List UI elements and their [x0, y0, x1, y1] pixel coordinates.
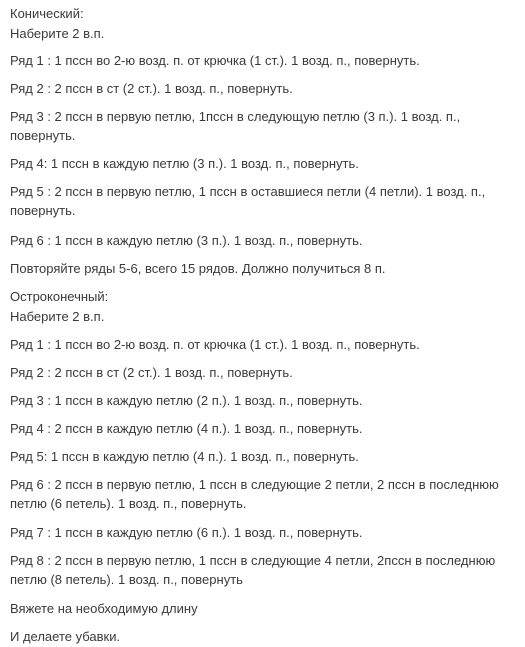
conical-intro: Наберите 2 в.п. [10, 26, 105, 41]
conical-row-5: Ряд 5 : 2 пссн в первую петлю, 1 пссн в оставшиеся петли (4 петли). 1 возд. п., повернуть. [10, 184, 486, 218]
pointed-row-2: Ряд 2 : 2 пссн в ст (2 ст.). 1 возд. п., повернуть. [10, 365, 293, 380]
pointed-row-5: Ряд 5: 1 пссн в каждую петлю (4 п.). 1 возд. п., повернуть. [10, 449, 359, 464]
pointed-title: Остроконечный: [10, 289, 109, 304]
pointed-row-1: Ряд 1 : 1 пссн во 2-ю возд. п. от крючка (1 ст.). 1 возд. п., повернуть. [10, 337, 420, 352]
pointed-row-3: Ряд 3 : 1 пссн в каждую петлю (2 п.). 1 возд. п., повернуть. [10, 393, 363, 408]
pointed-row-8: Ряд 8 : 2 пссн в первую петлю, 1 пссн в следующие 4 петли, 2пссн в последнюю петлю (8 петель). 1 возд. п., повернуть [10, 553, 496, 587]
conical-row-4: Ряд 4: 1 пссн в каждую петлю (3 п.). 1 возд. п., повернуть. [10, 156, 359, 171]
closing-line-1: Вяжете на необходимую длину [10, 601, 198, 616]
pointed-row-6: Ряд 6 : 2 пссн в первую петлю, 1 пссн в следующие 2 петли, 2 пссн в последнюю петлю (6 петель). 1 возд. п., повернуть. [10, 477, 499, 511]
conical-row-1: Ряд 1 : 1 пссн во 2-ю возд. п. от крючка (1 ст.). 1 возд. п., повернуть. [10, 53, 420, 68]
conical-row-2: Ряд 2 : 2 пссн в ст (2 ст.). 1 возд. п., повернуть. [10, 81, 293, 96]
pointed-row-4: Ряд 4 : 2 пссн в каждую петлю (4 п.). 1 возд. п., повернуть. [10, 421, 363, 436]
conical-row-3: Ряд 3 : 2 пссн в первую петлю, 1пссн в следующую петлю (3 п.). 1 возд. п., повернуть. [10, 109, 461, 143]
conical-title: Конический: [10, 6, 84, 21]
conical-row-6: Ряд 6 : 1 пссн в каждую петлю (3 п.). 1 возд. п., повернуть. [10, 233, 363, 248]
conical-note: Повторяйте ряды 5-6, всего 15 рядов. Должно получиться 8 п. [10, 261, 386, 276]
pointed-intro: Наберите 2 в.п. [10, 309, 105, 324]
pointed-row-7: Ряд 7 : 1 пссн в каждую петлю (6 п.). 1 возд. п., повернуть. [10, 525, 363, 540]
closing-line-2: И делаете убавки. [10, 629, 121, 644]
